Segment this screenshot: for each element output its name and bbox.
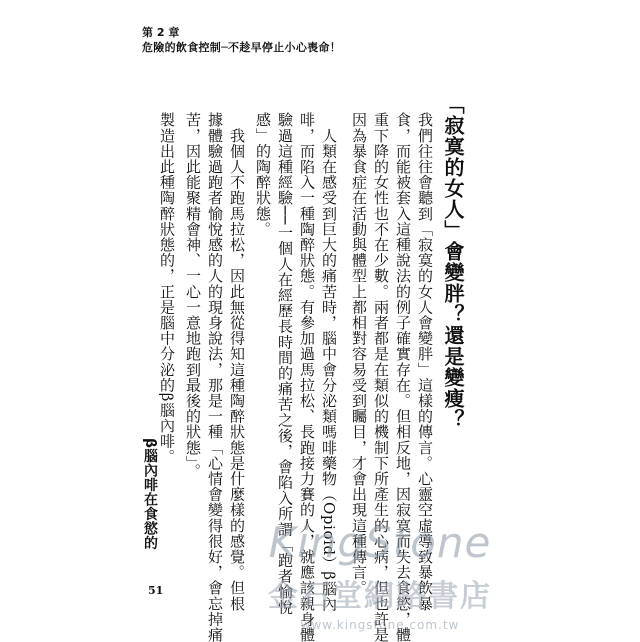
body-column: 製造出此種陶醉狀態的，正是腦中分泌的β腦內啡。 <box>158 112 176 465</box>
watermark-latin: KingStone <box>268 518 492 567</box>
body-column: 感」的陶醉狀態。 <box>254 112 272 237</box>
kingstone-watermark <box>230 520 530 632</box>
body-column: 我個人不跑馬拉松，因此無從得知這種陶醉狀態是什麼樣的感覺。但根 <box>228 112 246 612</box>
page-header <box>142 26 341 55</box>
section-heading: 「寂寞的女人」會變胖？還是變瘦？ <box>441 94 465 430</box>
page-number: 51 <box>148 584 164 597</box>
body-column: 重下降的女性也不在少數。兩者都是在類似的機制下所產生的心病，但也許是 <box>372 112 390 642</box>
body-column: 因為暴食症在活動與體型上都相對容易受到矚目，才會出現這種傳言。 <box>350 112 368 596</box>
body-column: 食，而能被套入這種說法的例子確實存在。但相反地，因寂寞而失去食慾，體 <box>394 112 412 642</box>
body-column: 我們往往會聽到「寂寞的女人會變胖」這樣的傳言。心靈空虛導致暴飲暴 <box>416 112 434 612</box>
next-section-heading: β腦內啡在食慾的 <box>142 438 158 551</box>
chapter-subtitle: 危險的飲食控制─不趁早停止小心喪命！ <box>142 41 342 54</box>
body-column: 驗過這種經驗──一個人在經歷長時間的痛苦之後，會陷入所謂「跑者愉悅 <box>276 112 294 615</box>
body-column: 人類在感受到巨大的痛苦時，腦中會分泌類嗎啡藥物（Opioid）β腦內 <box>320 112 338 612</box>
body-column: 苦，因此能聚精會神、一心一意地跑到最後的狀態」。 <box>184 112 202 479</box>
watermark-cjk: 金石堂網路書店 <box>268 579 492 614</box>
watermark-url: www.kingstone.com.tw <box>300 618 460 632</box>
chapter-label: 第 2 章 <box>142 26 180 39</box>
body-column: 啡，而陷入一種陶醉狀態。有參加過馬拉松、長跑接力賽的人，就應該親身體 <box>298 112 316 642</box>
body-column: 據體驗過跑者愉悅感的人的現身說法，那是一種「心情會變得很好，會忘掉痛 <box>206 112 224 642</box>
